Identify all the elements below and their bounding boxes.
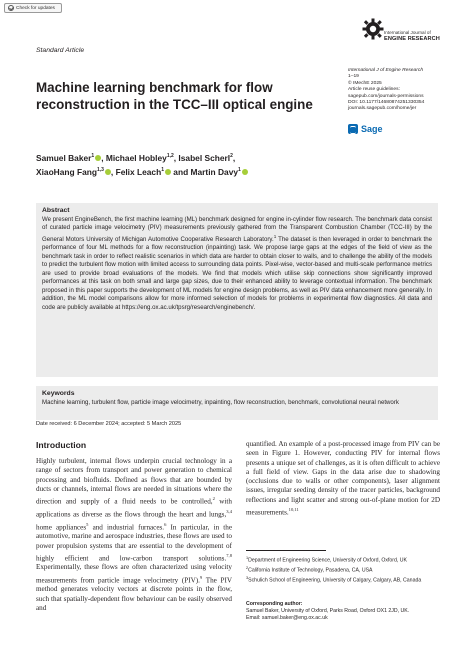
journal-logo <box>360 16 440 52</box>
journal-name-line1: International Journal of <box>384 30 431 35</box>
citation-ref[interactable]: 6 <box>164 521 167 527</box>
article-title: Machine learning benchmark for flow reconstruction in the TCC–III optical engine <box>36 80 313 112</box>
author-name: Isabel Scherl <box>178 152 231 163</box>
author-name: XiaoHang Fang <box>36 166 97 177</box>
abstract-heading: Abstract <box>42 207 70 214</box>
keywords-section <box>36 386 438 420</box>
intro-text-cont: quantified. An example of a post-processed image from PIV can be seen in Figure 1. However, conducting PIV for internal flows presents a unique set of challenges, as it is often difficult to achieve a full field of view. Gaps in the data arise due to shadowing (occlusions due to walls or other components), laser alignment issues, irregular seeding density of the tracer particles, background reflections and light scatter and strong out-of-plane motion for 2D measurements. <box>246 440 440 517</box>
affiliation-text: Schulich School of Engineering, University of Calgary, Calgary, AB, Canada <box>248 577 422 584</box>
intro-text-b: with applications as diverse as the flows through the heart and lungs, <box>36 497 232 519</box>
corresponding-author <box>246 601 440 622</box>
intro-text-f: Experimentally, these flows are often characterized using velocity measurements from particle image velocimetry (PIV). <box>36 563 232 585</box>
author-name: Michael Hobley <box>105 152 167 163</box>
orcid-icon[interactable] <box>105 169 111 175</box>
affiliation-text: California Institute of Technology, Pasadena, CA, USA <box>248 567 373 574</box>
author-affiliation-mark: 1,2 <box>166 153 174 159</box>
check-for-updates-button[interactable] <box>4 3 62 13</box>
publisher-logo <box>348 124 383 134</box>
orcid-icon[interactable] <box>242 169 248 175</box>
check-updates-icon <box>8 5 14 11</box>
abstract-text-part2: The dataset is then leveraged in order to benchmark the performance of four ML methods for a flow reconstruction (inpainting) task. We propose large gaps at the edges of the field of view as the benchmark task in order to reflect realistic scenarios in which data are harder to obtain closer to walls, and to challenge the ability of the models to predict the turbulent flow motion with limited access to surrounding data points. Pixel-wise, vector-based and multi-scale performance metrics are used to provide broad evaluations of the models. We find that models which utilise skip connections show significantly improved performances at this task on both small and large gap sizes, due to their enhanced ability to leverage contextual information. The benchmark proposed in this paper supports the development of ML models for engine design problems, as well as PIV data enhancement more generally. In addition, the ML model comparisons allow for more informed selection of models for problems in experimental flow diagnostics. All data and code are publicly available at https://eng.ox.ac.uk/tpsrg/research/enginebench/. <box>42 235 432 311</box>
affiliation-number: 1 <box>246 556 249 560</box>
meta-permissions-link[interactable]: sagepub.com/journals-permissions <box>348 93 424 99</box>
introduction-paragraph-cont <box>246 440 440 518</box>
introduction-paragraph <box>36 457 232 613</box>
citation-ref[interactable]: 10,11 <box>288 507 299 513</box>
meta-copyright: © IMechE 2025 <box>348 80 382 86</box>
sage-icon <box>348 124 358 134</box>
introduction-right-column <box>246 440 440 518</box>
keywords-heading: Keywords <box>42 390 75 397</box>
intro-text-e: In particular, in the automotive, marine and aerospace industries, these flows are used to power propulsion systems that are essential to the development of highly efficient and low-carbon transport solutions. <box>36 522 232 563</box>
intro-text-g: The PIV method generates velocity vectors at discrete points in the flow, such that spatially-dependent flow behaviour can be easily observed and <box>36 576 232 613</box>
intro-text-c: home appliances <box>36 522 87 531</box>
affiliation-item <box>246 575 440 585</box>
abstract-text-part1: We present EngineBench, the first machine learning (ML) benchmark designed for engine in-cylinder flow research. The benchmark data consist of curated particle image velocimetry (PIV) measurements previously gathered from the Transparent Combustion Chamber (TCC-III) by the General Motors University of Michigan Automotive Cooperative Research Laboratory. <box>42 215 432 243</box>
author-name: Samuel Baker <box>36 152 92 163</box>
author-affiliation-mark: 1,3 <box>96 166 104 173</box>
corresponding-address: Samuel Baker, University of Oxford, Parks Road, Oxford OX1 2JD, UK. <box>246 608 410 615</box>
meta-reuse: Article reuse guidelines: <box>348 87 400 93</box>
affiliation-item <box>246 555 440 565</box>
corresponding-heading: Corresponding author: <box>246 601 303 607</box>
citation-ref[interactable]: 3,4 <box>226 508 232 514</box>
publisher-name: Sage <box>361 124 383 134</box>
citation-ref[interactable]: 1 <box>273 233 277 239</box>
gear-logo-icon <box>362 18 384 40</box>
author-affiliation-mark: 1 <box>91 153 95 159</box>
article-meta <box>348 68 458 113</box>
meta-journal-name: International J of Engine Research <box>348 68 424 73</box>
affiliations <box>246 555 440 584</box>
author-affiliation-mark: 1 <box>238 166 241 173</box>
citation-ref[interactable]: 7,8 <box>226 552 232 558</box>
meta-pages: 1–19 <box>348 74 359 80</box>
orcid-icon[interactable] <box>95 155 101 161</box>
affiliation-number: 3 <box>246 575 249 580</box>
intro-text-a: Highly turbulent, internal flows underpin crucial technology in a range of sectors from transport and power generation to chemical processing and biofluids. Defined as flows that are bounded by ducts or channels, internal flows are needed in situations where the direction and supply of a fluid needs to be controlled, <box>36 457 232 506</box>
author-affiliation-mark: 2 <box>230 153 233 159</box>
abstract-section <box>36 203 438 377</box>
author-affiliation-mark: 1 <box>161 166 164 173</box>
citation-ref[interactable]: 5 <box>86 521 89 527</box>
affiliation-text: Department of Engineering Science, University of Oxford, Oxford, UK <box>248 557 407 564</box>
introduction-left-column <box>36 440 232 613</box>
author-name: Martin Davy <box>190 166 239 177</box>
citation-ref[interactable]: 9 <box>199 574 203 580</box>
meta-journal-link[interactable]: journals.sagepub.com/home/jer <box>348 106 417 112</box>
check-updates-label: Check for updates <box>16 5 55 11</box>
corresponding-email[interactable]: Email: samuel.baker@eng.ox.ac.uk <box>246 615 328 622</box>
citation-ref[interactable]: 2 <box>212 496 215 502</box>
intro-text-d: and industrial furnaces. <box>88 522 165 531</box>
meta-doi[interactable]: DOI: 10.1177/14680874251330354 <box>348 100 425 106</box>
affiliation-item <box>246 565 440 575</box>
author-list: Samuel Baker$^1$ , Michael Hobley$^{1,2}$, Isabel Scherl$^2$, XiaoHang Fang$^{1,3}$ , Felix Leach$^1$ and Martin Davy$^1$ <box>36 150 336 178</box>
keywords-text: Machine learning, turbulent flow, particle image velocimetry, inpainting, flow reconstruction, benchmark, convolutional neural network <box>42 398 399 406</box>
article-type: Standard Article <box>36 47 85 54</box>
affiliation-number: 2 <box>246 565 249 570</box>
orcid-icon[interactable] <box>165 169 171 175</box>
introduction-heading: Introduction <box>36 440 87 450</box>
journal-name-line2: ENGINE RESEARCH <box>384 36 440 42</box>
footnote-divider <box>246 550 326 551</box>
dates-line: Date received: 6 December 2024; accepted: 5 March 2025 <box>36 421 182 427</box>
author-name: Felix Leach <box>115 166 162 177</box>
abstract-text <box>42 216 432 313</box>
